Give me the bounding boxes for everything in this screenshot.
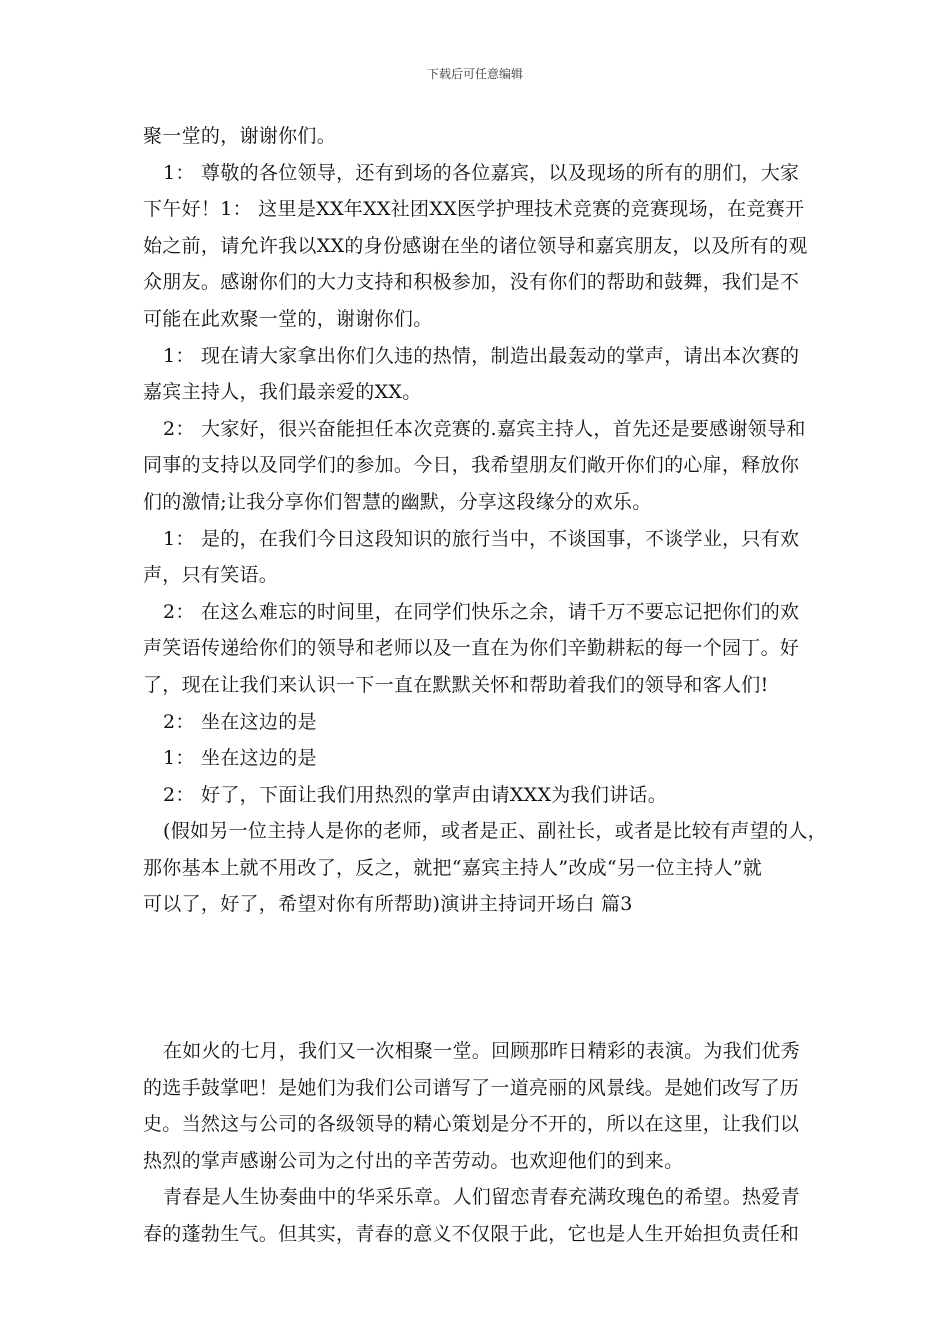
document-section-1 <box>143 118 827 923</box>
text-line: (假如另一位主持人是你的老师，或者是正、副社长，或者是比较有声望的人， <box>163 820 827 843</box>
text-line: 1： 现在请大家拿出你们久违的热情，制造出最轰动的掌声，请出本次赛的 <box>163 344 800 367</box>
text-line: 在如火的七月，我们又一次相聚一堂。回顾那昨日精彩的表演。为我们优秀 <box>163 1040 800 1063</box>
text-line: 1： 是的，在我们今日这段知识的旅行当中，不谈国事，不谈学业，只有欢 <box>163 527 800 550</box>
text-line: 青春是人生协奏曲中的华采乐章。人们留恋青春充满玫瑰色的希望。热爱青 <box>163 1186 800 1209</box>
text-line: 2： 在这么难忘的时间里，在同学们快乐之余，请千万不要忘记把你们的欢 <box>163 600 800 623</box>
text-line: 众朋友。感谢你们的大力支持和积极参加，没有你们的帮助和鼓舞，我们是不 <box>143 271 800 294</box>
text-line: 声，只有笑语。 <box>143 564 279 587</box>
text-line: 1： 尊敬的各位领导，还有到场的各位嘉宾，以及现场的所有的朋们，大家 <box>163 161 800 184</box>
text-line: 春的蓬勃生气。但其实，青春的意义不仅限于此，它也是人生开始担负责任和 <box>143 1223 800 1246</box>
section-gap <box>143 923 815 1033</box>
text-line: 2： 好了，下面让我们用热烈的掌声由请XXX为我们讲话。 <box>163 783 668 806</box>
text-line: 了，现在让我们来认识一下一直在默默关怀和帮助着我们的领导和客人们! <box>143 673 769 696</box>
text-line: 1： 坐在这边的是 <box>163 747 317 770</box>
document-body <box>143 118 827 1253</box>
text-line: 那你基本上就不用改了，反之，就把“嘉宾主持人”改成“另一位主持人”就 <box>143 856 763 879</box>
text-line: 2： 坐在这边的是 <box>163 710 317 733</box>
text-line: 史。当然这与公司的各级领导的精心策划是分不开的，所以在这里，让我们以 <box>143 1113 800 1136</box>
text-line: 可能在此欢聚一堂的，谢谢你们。 <box>143 307 433 330</box>
text-line: 嘉宾主持人，我们最亲爱的XX。 <box>143 381 422 404</box>
text-line: 下午好！1： 这里是XX年XX社团XX医学护理技术竞赛的竞赛现场，在竞赛开 <box>143 198 805 221</box>
page-header: 下载后可任意编辑 <box>426 67 523 81</box>
text-line: 可以了，好了，希望对你有所帮助)演讲主持词开场白 篇3 <box>143 893 633 916</box>
text-line: 声笑语传递给你们的领导和老师以及一直在为你们辛勤耕耘的每一个园丁。好 <box>143 637 800 660</box>
text-line: 同事的支持以及同学们的参加。今日，我希望朋友们敞开你们的心扉，释放你 <box>143 454 800 477</box>
text-line: 聚一堂的，谢谢你们。 <box>143 125 337 147</box>
text-line: 热烈的掌声感谢公司为之付出的辛苦劳动。也欢迎他们的到来。 <box>143 1149 684 1172</box>
text-line: 的选手鼓掌吧！是她们为我们公司谱写了一道亮丽的风景线。是她们改写了历 <box>143 1076 800 1099</box>
text-line: 2： 大家好，很兴奋能担任本次竞赛的.嘉宾主持人，首先还是要感谢领导和 <box>163 417 806 440</box>
text-line: 始之前，请允许我以XX的身份感谢在坐的诸位领导和嘉宾朋友，以及所有的观 <box>143 234 808 257</box>
text-line: 们的激情;让我分享你们智慧的幽默，分享这段缘分的欢乐。 <box>143 490 652 513</box>
document-section-2 <box>143 1033 815 1253</box>
